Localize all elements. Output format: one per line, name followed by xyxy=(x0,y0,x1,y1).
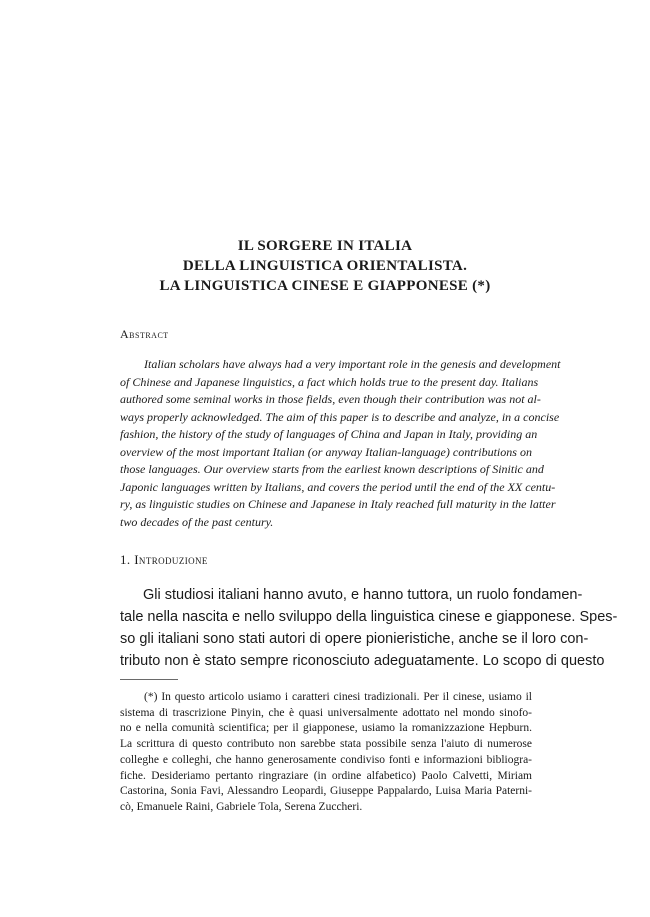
body-line: tributo non è stato sempre riconosciuto adeguatamente. Lo scopo di questo xyxy=(120,653,605,669)
abstract-line: Japonic languages written by Italians, and covers the period until the end of the XX centu- xyxy=(120,479,556,494)
body-line: tale nella nascita e nello sviluppo della linguistica cinese e giapponese. Spes- xyxy=(120,609,618,625)
footnote-separator xyxy=(120,679,178,680)
abstract-heading: Abstract xyxy=(120,327,169,341)
footnote-line: fiche. Desideriamo pertanto ringraziare (in ordine alfabetico) Paolo Calvetti, Miriam xyxy=(120,769,532,782)
title-line-1: IL SORGERE IN ITALIA xyxy=(237,238,413,254)
footnote-line: sistema di trascrizione Pinyin, che è quasi universalmente adottato nel mondo sinofo- xyxy=(120,706,532,719)
abstract-line: of Chinese and Japanese linguistics, a fact which holds true to the present day. Italians xyxy=(120,374,539,389)
footnote-line: no e nella comunità scientifica; per il giapponese, usiamo la romanizzazione Hepburn. xyxy=(120,722,532,735)
footnote-line: colleghe e colleghi, che hanno generosamente condiviso fonti e informazioni bibliogra- xyxy=(120,753,532,766)
abstract-body xyxy=(120,356,561,531)
abstract-line: overview of the most important Italian (or anyway Italian-language) contributions on xyxy=(120,444,532,459)
footnote xyxy=(120,690,532,816)
footnote-line: Castorina, Sonia Favi, Alessandro Leopardi, Giuseppe Pappalardo, Luisa Maria Paterni- xyxy=(120,785,532,798)
footnote-line: (*) In questo articolo usiamo i caratteri cinesi tradizionali. Per il cinese, usiamo il xyxy=(144,691,532,703)
footnote-line: cò, Emanuele Raini, Gabriele Tola, Serena Zuccheri. xyxy=(120,800,363,813)
title-line-2: DELLA LINGUISTICA ORIENTALISTA. xyxy=(182,258,468,274)
body-line: so gli italiani sono stati autori di opere pionieristiche, anche se il loro con- xyxy=(120,631,589,647)
title-line-3: LA LINGUISTICA CINESE E GIAPPONESE (*) xyxy=(159,278,491,294)
abstract-line: ry, as linguistic studies on Chinese and Japanese in Italy reached full maturity in the latter xyxy=(120,497,556,511)
body-paragraph xyxy=(120,584,618,672)
abstract-line: two decades of the past century. xyxy=(120,514,274,529)
article-title xyxy=(100,236,550,296)
section-heading: 1. Introduzione xyxy=(120,552,208,567)
abstract-line: ways properly acknowledged. The aim of this paper is to describe and analyze, in a concise xyxy=(120,409,560,424)
footnote-line: La scrittura di questo contributo non sarebbe stata possibile senza l'aiuto di numerose xyxy=(120,738,532,751)
abstract-line: Italian scholars have always had a very important role in the genesis and development xyxy=(144,357,561,371)
abstract-line: fashion, the history of the study of languages of China and Japan in Italy, providing an xyxy=(120,427,538,441)
abstract-line: authored some seminal works in those fields, even though their contribution was not al- xyxy=(120,392,541,406)
abstract-line: those languages. Our overview starts from the earliest known descriptions of Sinitic and xyxy=(120,462,544,476)
body-line: Gli studiosi italiani hanno avuto, e hanno tuttora, un ruolo fondamen- xyxy=(143,587,583,603)
